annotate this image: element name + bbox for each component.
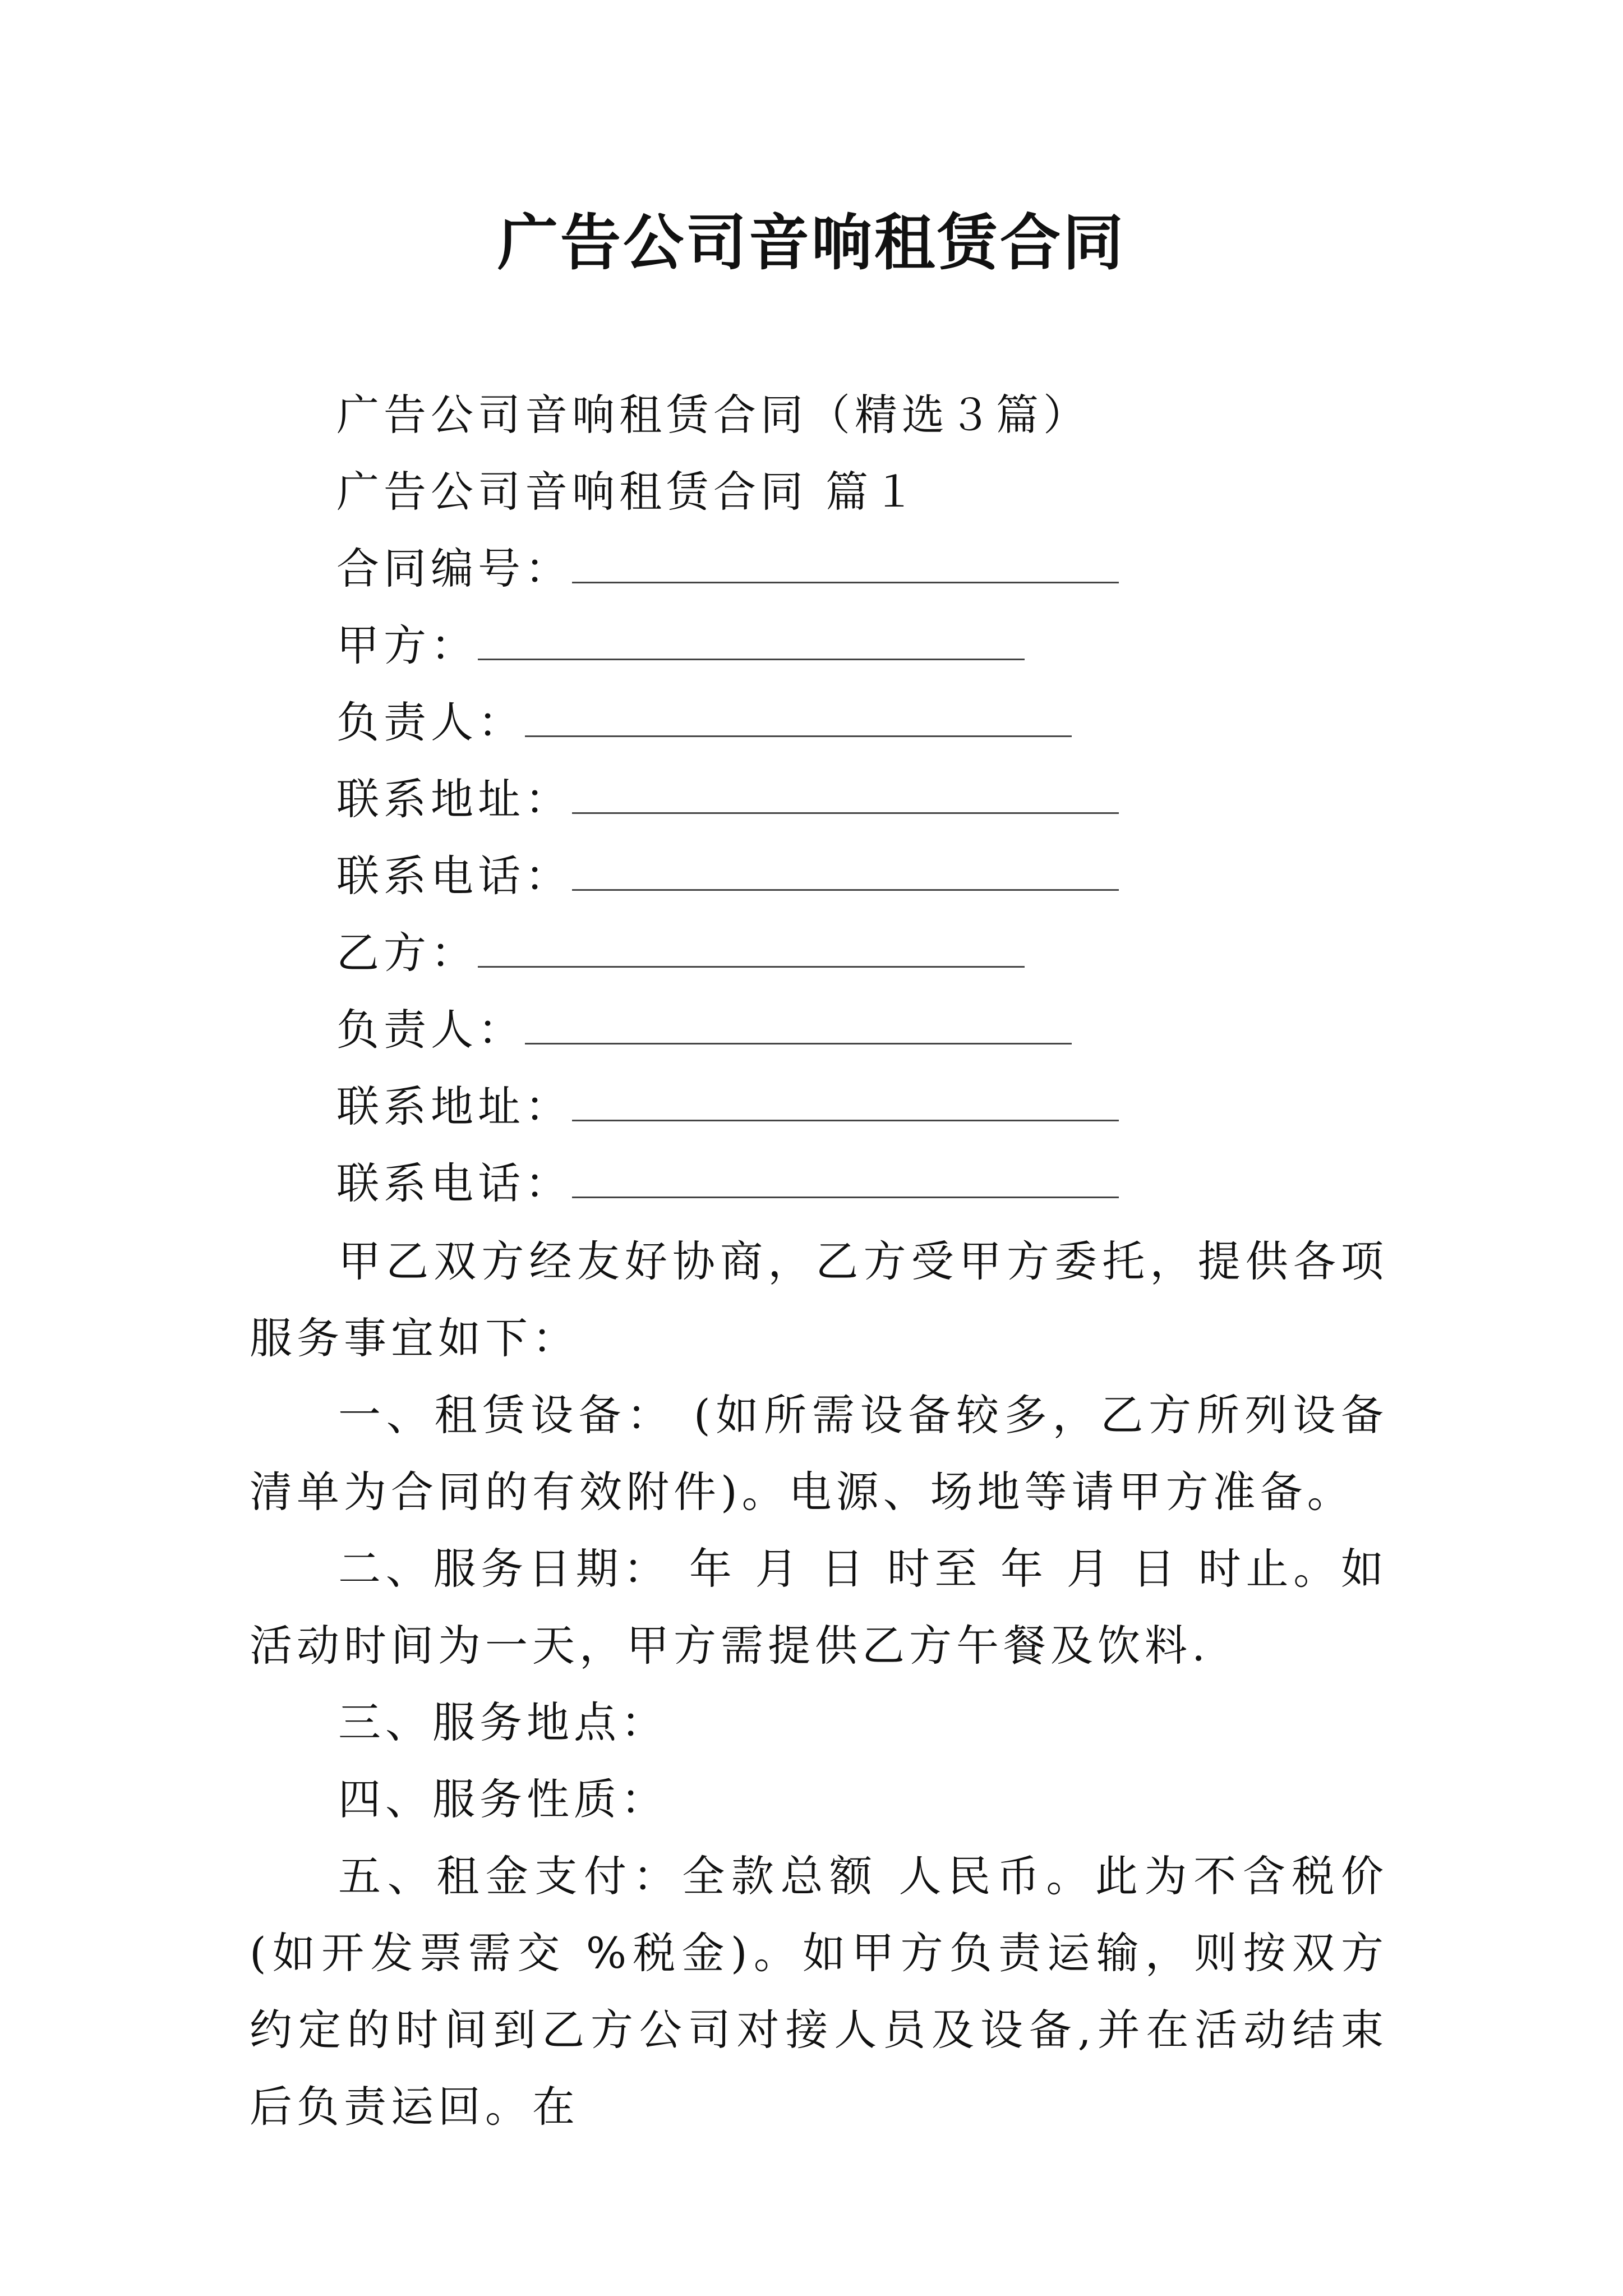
field-label: 联系电话：: [336, 851, 572, 901]
field-party-b-person-in-charge: [336, 1002, 1072, 1058]
paragraph-clause-5: 五、租金支付：全款总额 人民币。此为不含税价(如开发票需交 %税金)。如甲方负责运输，则按双方约定的时间到乙方公司对接人员及设备,并在活动结束后负责运回。在: [250, 1851, 1388, 2132]
field-party-a-address: [336, 771, 1119, 827]
document-title: 广告公司音响租赁合同: [497, 208, 1126, 278]
field-party-b: [336, 925, 1025, 981]
blank-line: [572, 1157, 1119, 1198]
blank-line: [525, 1004, 1072, 1045]
blank-line: [572, 850, 1119, 891]
section-heading: 广告公司音响租赁合同 篇１: [336, 467, 920, 517]
field-contract-number: [336, 541, 1119, 597]
field-party-a: [336, 618, 1025, 674]
paragraph-clause-4: 四、服务性质：: [338, 1774, 668, 1824]
blank-line: [478, 619, 1025, 660]
field-label: 甲方：: [336, 620, 478, 670]
field-label: 联系地址：: [336, 774, 572, 824]
blank-line: [572, 542, 1119, 583]
paragraph-intro: 甲乙双方经友好协商，乙方受甲方委托，提供各项服务事宜如下：: [250, 1236, 1388, 1363]
field-label: 负责人：: [336, 1005, 525, 1055]
blank-line: [478, 927, 1025, 968]
paragraph-clause-3: 三、服务地点：: [338, 1697, 668, 1747]
field-party-b-phone: [336, 1156, 1119, 1212]
blank-line: [525, 696, 1072, 737]
field-party-a-person-in-charge: [336, 694, 1072, 751]
paragraph-clause-1: 一、租赁设备： (如所需设备较多，乙方所列设备清单为合同的有效附件)。电源、场地等请甲方准备。: [250, 1390, 1388, 1517]
field-label: 合同编号：: [336, 544, 572, 593]
field-label: 负责人：: [336, 697, 525, 747]
field-party-b-address: [336, 1079, 1119, 1135]
document-subtitle: 广告公司音响租赁合同（精选３篇）: [336, 390, 1090, 440]
field-label: 联系地址：: [336, 1082, 572, 1131]
field-party-a-phone: [336, 848, 1119, 904]
blank-line: [572, 1080, 1119, 1121]
field-label: 联系电话：: [336, 1158, 572, 1208]
field-label: 乙方：: [336, 928, 478, 978]
blank-line: [572, 773, 1119, 814]
paragraph-clause-2: 二、服务日期： 年 月 日 时至 年 月 日 时止。如活动时间为一天，甲方需提供乙方午餐及饮料.: [250, 1544, 1388, 1671]
